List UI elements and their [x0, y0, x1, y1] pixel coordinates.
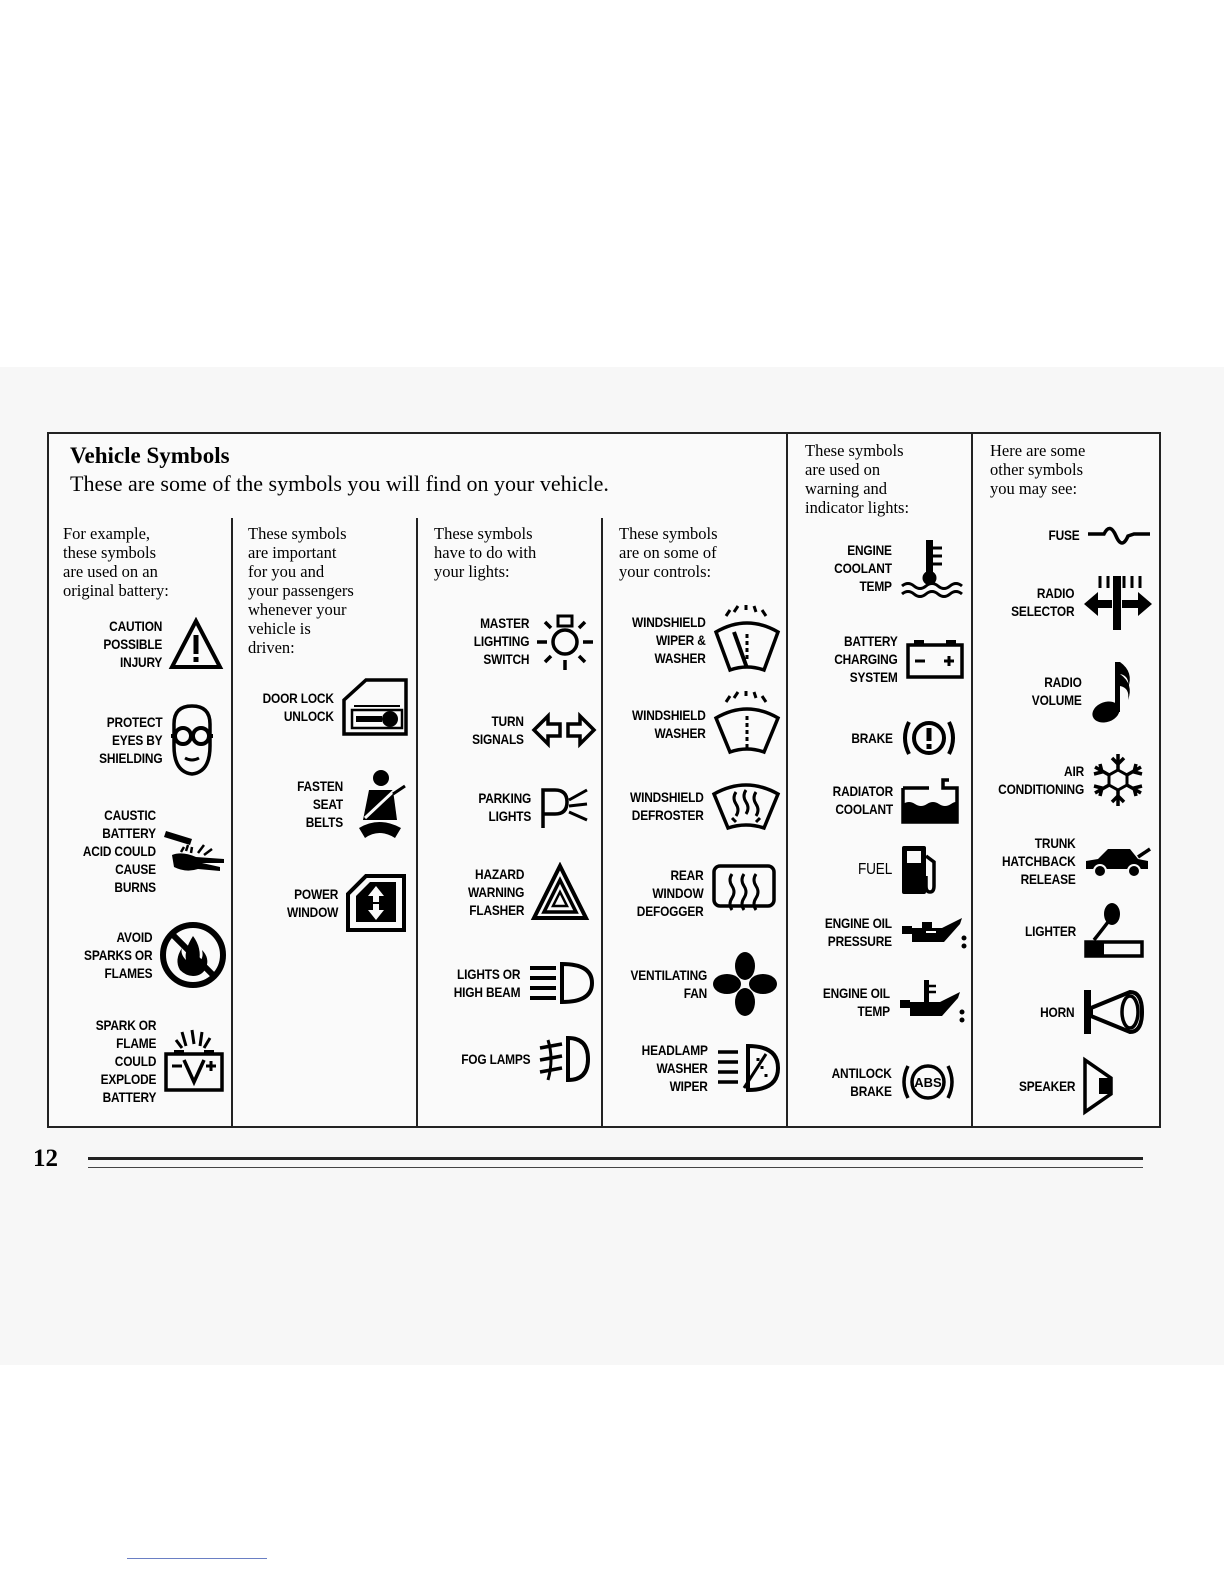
symbol-hazard	[458, 862, 590, 922]
symbol-seat-belt	[289, 768, 409, 840]
fuse-icon	[1086, 518, 1152, 552]
symbol-windshield-washer	[619, 690, 782, 758]
symbol-label: WINDSHIELD WIPER & WASHER	[632, 614, 706, 666]
symbol-parking-lights	[469, 784, 589, 830]
symbol-label: LIGHTER	[1024, 923, 1076, 939]
symbol-wiper-washer	[619, 604, 782, 676]
symbol-label: HAZARD WARNING FLASHER	[467, 866, 524, 918]
column-intro: For example, these symbols are used on an original battery:	[63, 524, 169, 600]
column-divider	[231, 518, 233, 1126]
door-lock-icon	[340, 676, 410, 738]
symbol-label: ENGINE COOLANT TEMP	[834, 542, 892, 594]
radiator-icon	[899, 774, 961, 826]
symbol-label: CAUSTIC BATTERY ACID COULD CAUSE BURNS	[82, 807, 156, 895]
symbol-radio-selector	[1000, 572, 1156, 632]
symbol-door-lock	[250, 676, 410, 738]
symbol-defroster	[617, 778, 782, 834]
symbol-coolant-temp	[824, 536, 964, 600]
symbol-ventilating-fan	[617, 952, 777, 1016]
fuel-pump-icon	[898, 842, 942, 898]
symbol-antilock-brake	[821, 1058, 958, 1106]
column-divider	[416, 518, 418, 1126]
symbol-label: AIR CONDITIONING	[998, 763, 1084, 797]
horn-icon	[1080, 986, 1146, 1038]
symbol-label: TRUNK HATCHBACK RELEASE	[1002, 835, 1076, 887]
symbol-label: CAUTION POSSIBLE INJURY	[103, 618, 162, 670]
svg-text:ABS: ABS	[914, 1075, 942, 1090]
symbol-label: FUEL	[857, 861, 892, 878]
symbol-label: VENTILATING FAN	[630, 967, 707, 1001]
page-number: 12	[33, 1145, 58, 1172]
symbol-label: MASTER LIGHTING SWITCH	[473, 615, 529, 667]
symbol-radio-volume	[1023, 658, 1136, 724]
symbol-battery-charging	[823, 632, 966, 686]
scan-artifact-line	[127, 1558, 267, 1559]
speaker-icon	[1081, 1056, 1115, 1116]
symbol-power-window	[278, 872, 408, 934]
goggles-face-icon	[168, 702, 216, 778]
coolant-temp-icon	[898, 536, 964, 600]
symbol-label: POWER WINDOW	[286, 886, 338, 920]
symbol-label: FUSE	[1048, 527, 1080, 543]
symbol-label: PARKING LIGHTS	[478, 790, 531, 824]
column-divider	[786, 434, 788, 1126]
symbol-label: SPEAKER	[1018, 1078, 1075, 1094]
symbol-fog-lamps	[449, 1034, 592, 1084]
symbol-label: ENGINE OIL PRESSURE	[824, 915, 892, 949]
symbol-caustic-acid	[70, 806, 230, 896]
no-flame-icon	[158, 920, 228, 990]
master-lighting-icon	[535, 610, 595, 672]
column-intro: These symbols are important for you and your passengers whenever your vehicle is driven:	[248, 524, 354, 657]
acid-hand-icon	[162, 825, 230, 877]
symbol-label: AVOID SPARKS OR FLAMES	[83, 929, 152, 981]
column-intro: These symbols are on some of your controls:	[619, 524, 718, 581]
footer-rule	[88, 1157, 1143, 1160]
symbol-lighter	[1016, 900, 1144, 962]
column-divider	[601, 518, 603, 1126]
symbol-explode-battery	[85, 1016, 226, 1106]
symbol-label: WINDSHIELD WASHER	[632, 707, 706, 741]
column-intro: These symbols have to do with your lights:	[434, 524, 537, 581]
battery-icon	[904, 637, 966, 681]
symbol-protect-eyes	[88, 702, 216, 778]
symbol-avoid-flames	[72, 920, 228, 990]
seat-belt-icon	[349, 768, 409, 840]
symbol-label: SPARK OR FLAME COULD EXPLODE BATTERY	[95, 1017, 156, 1105]
symbol-headlamp-washer	[630, 1040, 784, 1096]
column-intro: Here are some other symbols you may see:	[990, 441, 1086, 498]
symbol-label: FOG LAMPS	[460, 1051, 530, 1067]
symbol-label: WINDSHIELD DEFROSTER	[630, 789, 704, 823]
power-window-icon	[344, 872, 408, 934]
symbol-label: LIGHTS OR HIGH BEAM	[453, 966, 520, 1000]
symbol-high-beam	[442, 960, 596, 1006]
oil-temp-icon	[896, 978, 968, 1026]
symbol-label: ENGINE OIL TEMP	[822, 985, 890, 1019]
symbol-label: FASTEN SEAT BELTS	[297, 778, 343, 830]
music-note-icon	[1088, 658, 1136, 724]
abs-icon	[898, 1058, 958, 1106]
defroster-icon	[710, 778, 782, 834]
symbol-label: RADIO SELECTOR	[1010, 585, 1074, 619]
fan-icon	[713, 952, 777, 1016]
column-intro: These symbols are used on warning and indicator lights:	[805, 441, 910, 517]
symbol-oil-pressure	[813, 912, 970, 952]
symbol-trunk-release	[989, 834, 1152, 888]
symbol-label: PROTECT EYES BY SHIELDING	[98, 714, 162, 766]
symbol-air-conditioning	[983, 752, 1146, 808]
symbol-label: RADIATOR COOLANT	[832, 783, 893, 817]
symbol-caution	[93, 617, 224, 671]
page-subtitle: These are some of the symbols you will find on your vehicle.	[70, 471, 609, 496]
car-trunk-icon	[1082, 841, 1152, 881]
wiper-washer-icon	[712, 604, 782, 676]
symbol-label: BATTERY CHARGING SYSTEM	[834, 633, 898, 685]
symbol-master-lighting	[464, 610, 595, 672]
exploding-battery-icon	[162, 1028, 226, 1094]
page-title: Vehicle Symbols	[70, 443, 230, 468]
brake-icon	[899, 714, 959, 762]
parking-lights-icon	[537, 784, 589, 830]
fog-lamps-icon	[536, 1034, 592, 1084]
caution-triangle-icon	[168, 617, 224, 671]
symbol-turn-signals	[463, 710, 598, 750]
symbol-fuel	[852, 842, 942, 898]
windshield-washer-icon	[712, 690, 782, 758]
rear-defogger-icon	[710, 862, 778, 924]
headlamp-washer-icon	[714, 1040, 784, 1096]
symbol-fuse	[1043, 518, 1152, 552]
high-beam-icon	[526, 960, 596, 1006]
symbol-label: RADIO VOLUME	[1032, 674, 1082, 708]
symbol-label: REAR WINDOW DEFOGGER	[637, 867, 704, 919]
symbol-label: ANTILOCK BRAKE	[831, 1065, 892, 1099]
symbol-label: DOOR LOCK UNLOCK	[262, 690, 334, 724]
symbol-rear-defogger	[625, 862, 778, 924]
radio-selector-icon	[1080, 572, 1156, 632]
symbol-label: HORN	[1039, 1004, 1074, 1020]
column-divider	[971, 434, 973, 1126]
symbol-brake	[844, 714, 959, 762]
oil-can-icon	[898, 912, 970, 952]
symbol-label: TURN SIGNALS	[472, 713, 524, 747]
lighter-icon	[1082, 900, 1144, 962]
symbol-speaker	[1009, 1056, 1115, 1116]
turn-signals-icon	[530, 710, 598, 750]
footer-rule	[88, 1167, 1143, 1168]
symbol-label: HEADLAMP WASHER WIPER	[641, 1042, 708, 1094]
symbol-radiator-coolant	[822, 774, 961, 826]
snowflake-icon	[1090, 752, 1146, 808]
symbol-label: BRAKE	[851, 730, 893, 746]
symbol-horn	[1034, 986, 1146, 1038]
hazard-triangle-icon	[530, 862, 590, 922]
symbol-oil-temp	[811, 978, 968, 1026]
